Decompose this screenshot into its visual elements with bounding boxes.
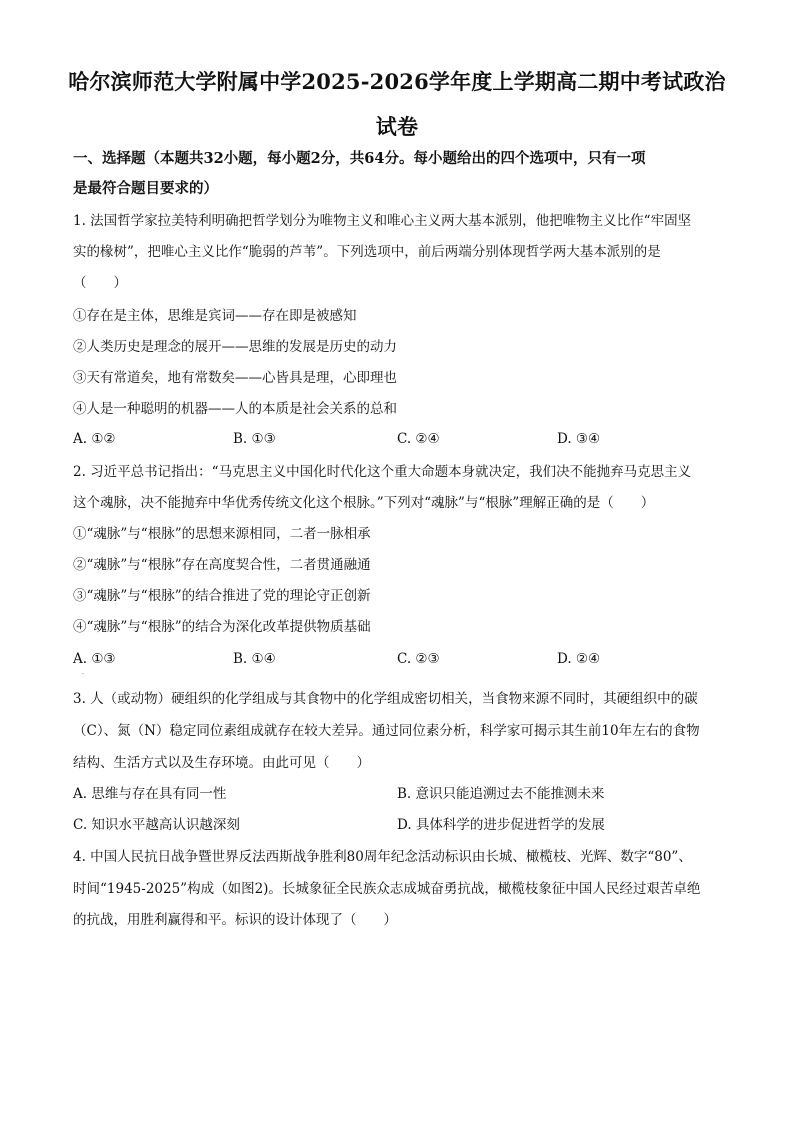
q1-stem-line2: 实的椽树”，把唯心主义比作“脆弱的芦苇”。下列选项中，前后两端分别体现哲学两大基本派别的是 bbox=[73, 244, 661, 260]
q1-statement-4: ④人是一种聪明的机器——人的本质是社会关系的总和 bbox=[73, 401, 397, 417]
q2-stem-line2: 这个魂脉，决不能抛弃中华优秀传统文化这个根脉。”下列对“魂脉”与“根脉”理解正确的是（ ） bbox=[73, 495, 655, 511]
q4-stem-line1: 4. 中国人民抗日战争暨世界反法西斯战争胜利80周年纪念活动标识由长城、橄榄枝、光辉、数字“80”、 bbox=[73, 849, 692, 865]
q2-stem-line1: 2. 习近平总书记指出：“马克思主义中国化时代化这个重大命题本身就决定，我们决不能抛弃马克思主义 bbox=[73, 464, 692, 480]
q4-stem-line3: 的抗战，用胜利赢得和平。标识的设计体现了（ ） bbox=[73, 912, 397, 928]
q1-option-a: A. ①② bbox=[73, 431, 116, 447]
q4-stem-line2: 时间“1945-2025”构成（如图2)。长城象征全民族众志成城奋勇抗战，橄榄枝象征中国人民经过艰苦卓绝 bbox=[73, 881, 701, 897]
q2-statement-1: ①“魂脉”与“根脉”的思想来源相同，二者一脉相承 bbox=[73, 526, 371, 542]
exam-title-line1: 哈尔滨师范大学附属中学2025-2026学年度上学期高二期中考试政治 bbox=[68, 69, 726, 94]
q2-option-d: D. ②④ bbox=[557, 651, 601, 667]
stray-mark: · bbox=[82, 671, 84, 678]
q1-statement-2: ②人类历史是理念的展开——思维的发展是历史的动力 bbox=[73, 339, 397, 355]
q1-option-c: C. ②④ bbox=[397, 431, 440, 447]
q3-stem-line3: 结构、生活方式以及生存环境。由此可见（ ） bbox=[73, 755, 370, 771]
q3-stem-line2: （C）、氮（N）稳定同位素组成就存在较大差异。通过同位素分析，科学家可揭示其生前10年左右的食物 bbox=[73, 723, 700, 739]
q1-stem-line3: （ ） bbox=[73, 275, 127, 291]
exam-title-line2: 试卷 bbox=[375, 114, 419, 139]
q3-option-b: B. 意识只能追溯过去不能推测未来 bbox=[397, 786, 605, 802]
section-heading-line1: 一、选择题（本题共32小题，每小题2分，共64分。每小题给出的四个选项中，只有一项 bbox=[73, 150, 646, 167]
q3-option-c: C. 知识水平越高认识越深刻 bbox=[73, 817, 240, 833]
q2-statement-2: ②“魂脉”与“根脉”存在高度契合性，二者贯通融通 bbox=[73, 557, 371, 573]
q1-option-d: D. ③④ bbox=[557, 431, 601, 447]
q3-option-a: A. 思维与存在具有同一性 bbox=[73, 786, 227, 802]
q1-stem-line1: 1. 法国哲学家拉美特利明确把哲学划分为唯物主义和唯心主义两大基本派别，他把唯物主义比作“牢固坚 bbox=[73, 213, 692, 229]
q3-option-d: D. 具体科学的进步促进哲学的发展 bbox=[397, 817, 605, 833]
q1-statement-3: ③天有常道矣，地有常数矣——心皆具是理，心即理也 bbox=[73, 370, 397, 386]
q1-option-b: B. ①③ bbox=[233, 431, 276, 447]
q2-statement-3: ③“魂脉”与“根脉”的结合推进了党的理论守正创新 bbox=[73, 588, 371, 604]
q3-stem-line1: 3. 人（或动物）硬组织的化学组成与其食物中的化学组成密切相关，当食物来源不同时，其硬组织中的碳 bbox=[73, 691, 698, 707]
q2-statement-4: ④“魂脉”与“根脉”的结合为深化改革提供物质基础 bbox=[73, 619, 371, 635]
q2-option-b: B. ①④ bbox=[233, 651, 276, 667]
q1-statement-1: ①存在是主体，思维是宾词——存在即是被感知 bbox=[73, 308, 357, 324]
q2-option-c: C. ②③ bbox=[397, 651, 440, 667]
q2-option-a: A. ①③ bbox=[73, 651, 116, 667]
section-heading-line2: 是最符合题目要求的） bbox=[73, 180, 218, 197]
